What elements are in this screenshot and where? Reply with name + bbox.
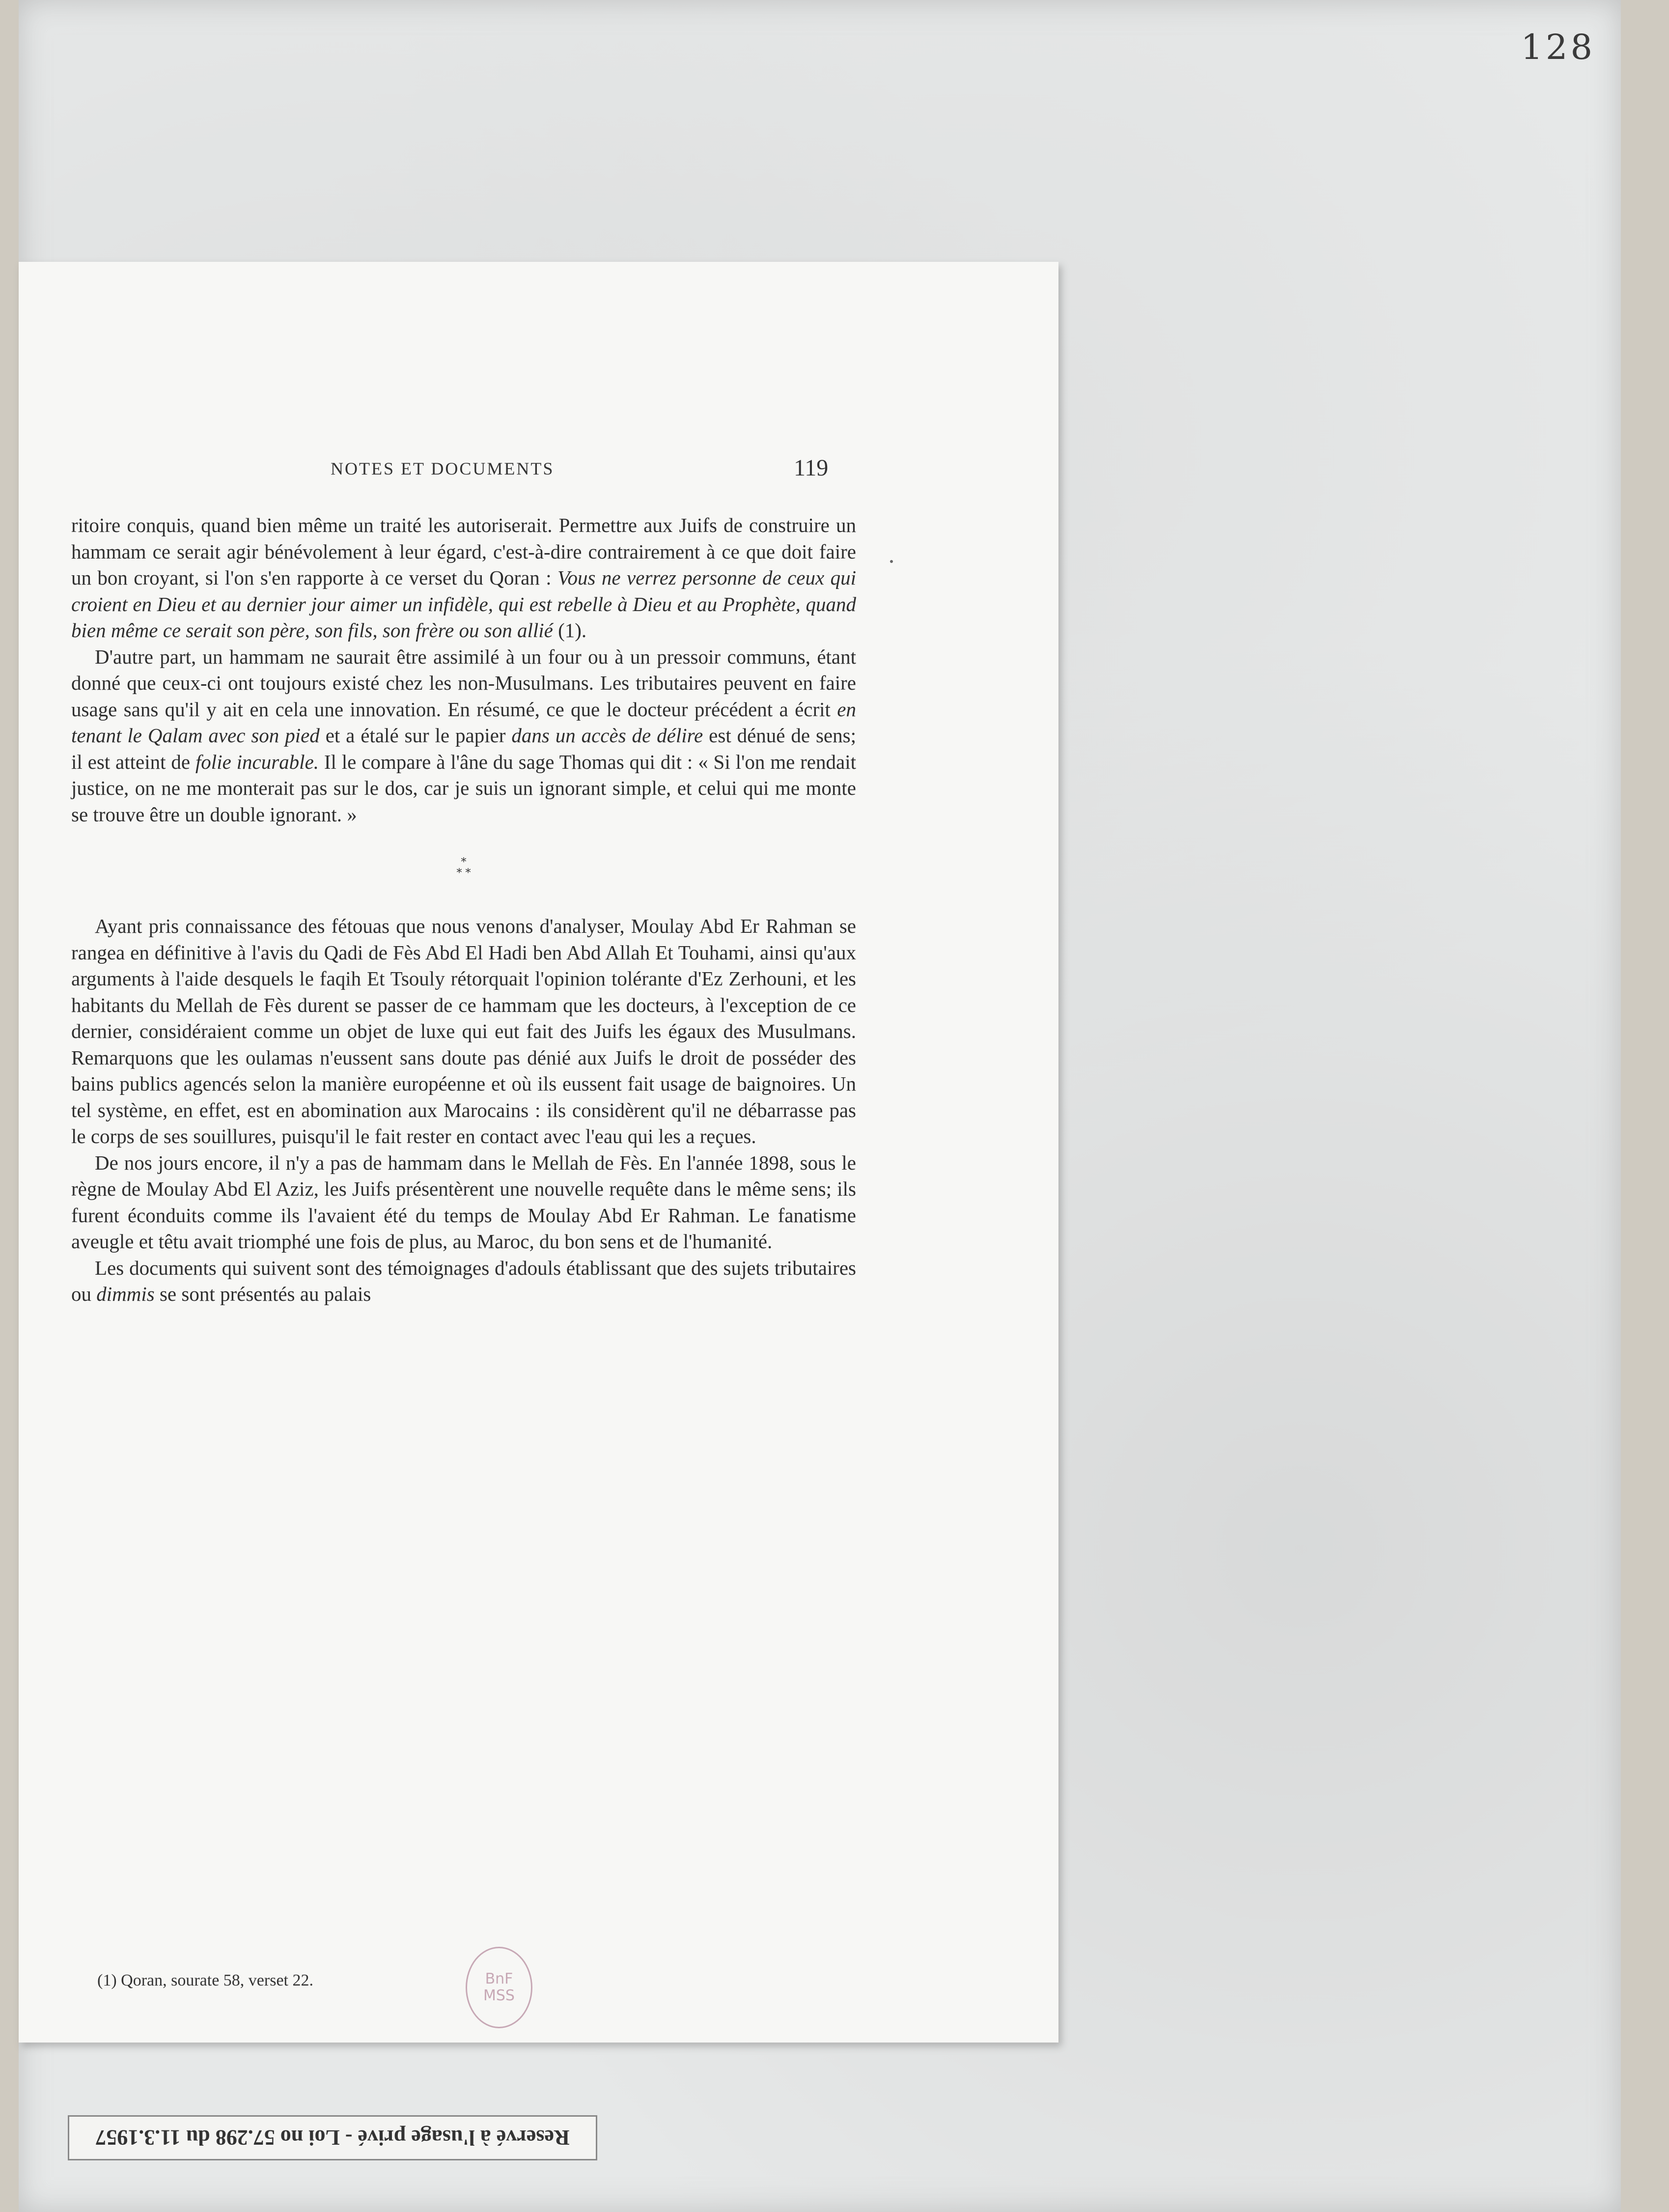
text-run: ritoire conquis, quand bien même un traité les autoriserait. Permettre aux Juifs de construire un hammam ce serait agir bénévolement à leur égard, c'est-à-dire contrairement à ce que doit faire un bon croyant, si l'on s'en rapporte à ce verset du Qoran : (71, 514, 856, 589)
paragraph (71, 644, 856, 828)
usage-label-text: Reservé à l'usage privé - Loi no 57.298 du 11.3.1957 (95, 2126, 570, 2150)
italic-text: dimmis (96, 1283, 155, 1305)
paragraph (71, 1255, 856, 1308)
italic-text: Vous ne verrez personne de ceux qui croient en Dieu et au dernier jour aimer un infidèle, qui est rebelle à Dieu et au Prophète, quand bien même ce serait son père, son fils, son frère ou son allié (71, 566, 856, 642)
text-run: se sont présentés au palais (154, 1283, 371, 1305)
library-stamp: BnF MSS (466, 1947, 532, 2028)
text-run: Il le compare à l'âne du sage Thomas qui dit : « Si l'on me rendait justice, on ne me monterait pas sur le dos, car je suis un ignorant simple, et celui qui me monte se trouve être un double ignorant. » (71, 750, 856, 826)
page-number: 119 (794, 455, 829, 481)
usage-label (68, 2115, 597, 2160)
italic-text: en tenant le Qalam avec son pied (71, 698, 856, 747)
italic-text: dans un accès de délire (511, 724, 703, 747)
text-run: et a étalé sur le papier (319, 724, 512, 747)
text-run: Ayant pris connaissance des fétouas que nous venons d'analyser, Moulay Abd Er Rahman se rangea en définitive à l'avis du Qadi de Fès Abd El Hadi ben Abd Allah Et Touhami, ainsi qu'aux arguments à l'aide desquels le faqih Et Tsouly rétorquait l'opinion tolérante d'Ez Zerhouni, et les habitants du Mellah de Fès durent se passer de ce hammam que les docteurs, à l'exception de ce dernier, considéraient comme un objet de luxe qui eut fait des Juifs les égaux des Musulmans. Remarquons que les oulamas n'eussent sans doute pas dénié aux Juifs le droit de posséder des bains publics agencés selon la manière européenne et où ils eussent fait usage de baignoires. Un tel système, en effet, est en abomination aux Marocains : ils considèrent qu'il ne débarrasse pas le corps de ses souillures, puisqu'il le fait rester en contact avec l'eau qui les a reçues. (71, 915, 856, 1148)
text-run: De nos jours encore, il n'y a pas de hammam dans le Mellah de Fès. En l'année 1898, sous le règne de Moulay Abd El Aziz, les Juifs présentèrent une nouvelle requête dans le même sens; ils furent éconduits comme ils l'avaient été du temps de Moulay Abd Er Rahman. Le fanatisme aveugle et têtu avait triomphé une fois de plus, au Maroc, du bon sens et de l'humanité. (71, 1151, 856, 1253)
text-run: (1). (553, 619, 587, 642)
paragraph (71, 512, 856, 644)
section-separator: * * * (456, 856, 471, 879)
text-run: D'autre part, un hammam ne saurait être assimilé à un four ou à un pressoir communs, étant donné que ceux-ci ont toujours existé chez les non-Musulmans. Les tributaires peuvent en faire usage sans qu'il y ait en cela une innovation. En résumé, ce que le docteur précédent a écrit (71, 645, 856, 721)
paragraph (71, 913, 856, 1150)
folio-number: 128 (1521, 27, 1595, 67)
book-page (19, 262, 1058, 2043)
page-header (19, 455, 1058, 488)
text-run: est dénué de sens; il est atteint de (71, 724, 856, 773)
footnote: (1) Qoran, sourate 58, verset 22. (97, 1971, 313, 1989)
speck (890, 560, 893, 563)
paragraph (71, 1150, 856, 1255)
running-head: NOTES ET DOCUMENTS (331, 459, 555, 478)
text-run: Les documents qui suivent sont des témoignages d'adouls établissant que des sujets tributaires ou (71, 1256, 856, 1305)
italic-text: folie incurable. (195, 750, 319, 773)
body-text (71, 512, 856, 1308)
